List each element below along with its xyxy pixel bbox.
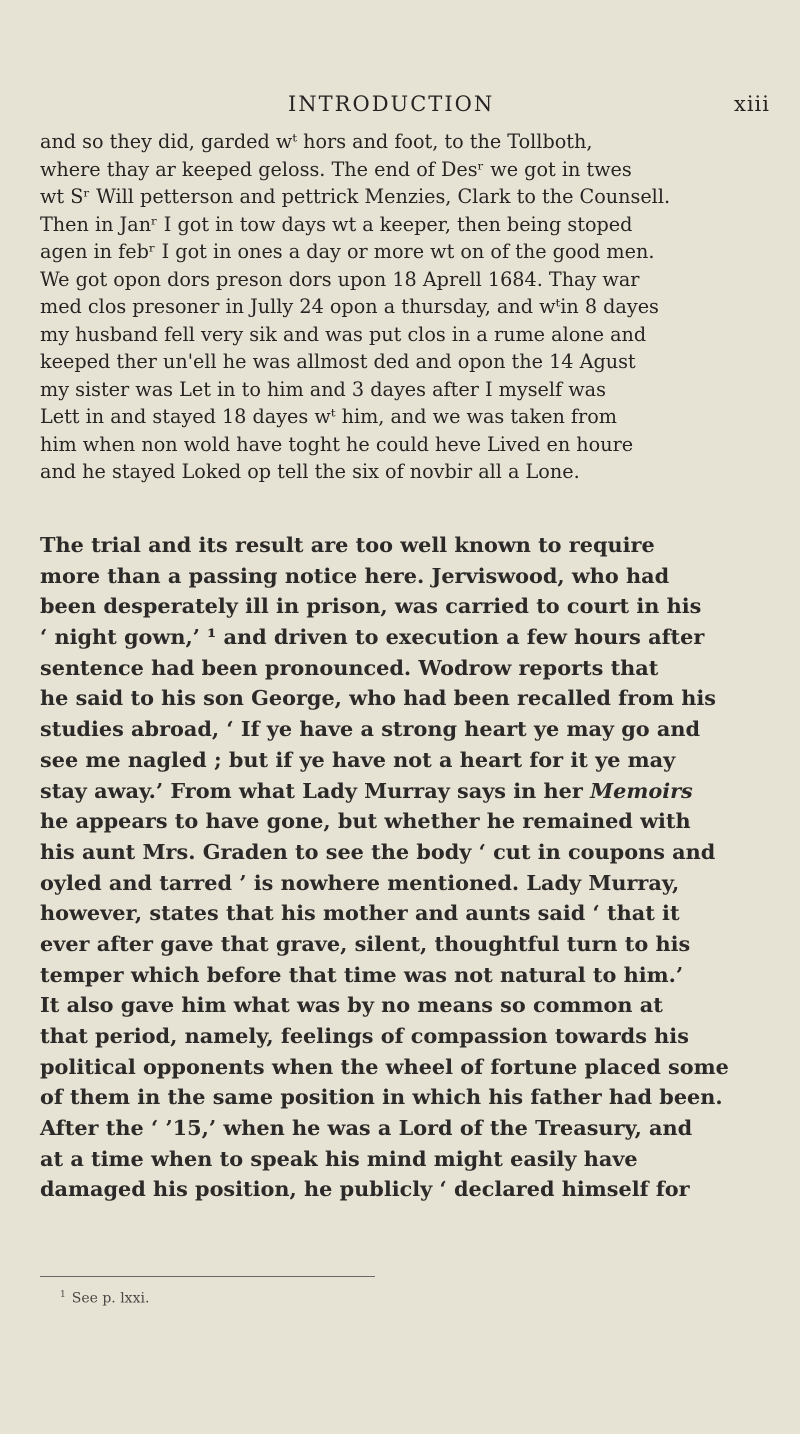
body-line: political opponents when the wheel of fortune placed some bbox=[40, 1053, 729, 1079]
book-title: Memoirs bbox=[590, 777, 693, 803]
quoted-letter bbox=[40, 128, 780, 486]
main-paragraph bbox=[40, 530, 780, 1205]
body-line: studies abroad, ‘ If ye have a strong heart ye may go and bbox=[40, 716, 701, 742]
body-line: that period, namely, feelings of compassion towards his bbox=[40, 1023, 689, 1048]
footnote-text: See p. lxxi. bbox=[71, 1290, 150, 1307]
letter-line: wt Sʳ Will petterson and pettrick Menzies, Clark to the Counsell. bbox=[40, 185, 671, 208]
body-line: he appears to have gone, but whether he remained with bbox=[40, 808, 691, 834]
footnote-divider bbox=[40, 1276, 375, 1277]
letter-line: Lett in and stayed 18 dayes wᵗ him, and we was taken from bbox=[40, 405, 617, 428]
letter-line: agen in febʳ I got in ones a day or more wt on of the good men. bbox=[40, 240, 655, 263]
letter-line: keeped ther un'ell he was allmost ded and opon the 14 Agust bbox=[40, 350, 636, 373]
running-head bbox=[260, 92, 780, 122]
body-line: ever after gave that grave, silent, thoughtful turn to his bbox=[40, 930, 691, 956]
body-line: It also gave him what was by no means so common at bbox=[40, 992, 663, 1018]
footnote-marker: 1 bbox=[60, 1290, 66, 1300]
letter-line: and he stayed Loked op tell the six of novbir all a Lone. bbox=[40, 460, 580, 483]
body-line: oyled and tarred ’ is nowhere mentioned. Lady Murray, bbox=[40, 869, 680, 895]
body-line: After the ‘ ’15,’ when he was a Lord of the Treasury, and bbox=[40, 1115, 693, 1141]
body-line: damaged his position, he publicly ‘ declared himself for bbox=[40, 1176, 690, 1202]
running-head-title: INTRODUCTION bbox=[288, 92, 495, 116]
body-line: however, states that his mother and aunts said ‘ that it bbox=[40, 900, 680, 926]
body-line: temper which before that time was not natural to him.’ bbox=[40, 961, 684, 987]
body-line: ‘ night gown,’ ¹ and driven to execution a few hours after bbox=[40, 624, 705, 650]
body-line: been desperately ill in prison, was carried to court in his bbox=[40, 593, 702, 619]
letter-line: him when non wold have toght he could heve Lived en houre bbox=[40, 432, 634, 456]
letter-line: my husband fell very sik and was put clos in a rume alone and bbox=[40, 322, 647, 346]
body-line: more than a passing notice here. Jerviswood, who had bbox=[40, 562, 670, 588]
body-line: he said to his son George, who had been recalled from his bbox=[40, 685, 716, 711]
body-line: sentence had been pronounced. Wodrow reports that bbox=[40, 654, 659, 680]
body-line: at a time when to speak his mind might easily have bbox=[40, 1145, 638, 1171]
letter-line: and so they did, garded wᵗ hors and foot, to the Tollboth, bbox=[40, 130, 593, 153]
body-line: his aunt Mrs. Graden to see the body ‘ cut in coupons and bbox=[40, 838, 716, 864]
letter-line: Then in Janʳ I got in tow days wt a keeper, then being stoped bbox=[40, 212, 633, 236]
letter-line: my sister was Let in to him and 3 dayes after I myself was bbox=[40, 377, 606, 401]
footnote bbox=[60, 1286, 149, 1308]
body-line: of them in the same position in which his father had been. bbox=[40, 1084, 723, 1110]
body-line: The trial and its result are too well known to require bbox=[40, 532, 655, 557]
letter-line: med clos presoner in Jully 24 opon a thursday, and wᵗin 8 dayes bbox=[40, 295, 659, 318]
page-number: xiii bbox=[734, 92, 770, 116]
body-line: stay away.’ From what Lady Murray says in her Memoirs bbox=[40, 777, 693, 803]
letter-line: where thay ar keeped geloss. The end of Desʳ we got in twes bbox=[40, 157, 632, 181]
letter-line: We got opon dors preson dors upon 18 Aprell 1684. Thay war bbox=[40, 267, 640, 291]
body-line: see me nagled ; but if ye have not a heart for it ye may bbox=[40, 746, 676, 772]
